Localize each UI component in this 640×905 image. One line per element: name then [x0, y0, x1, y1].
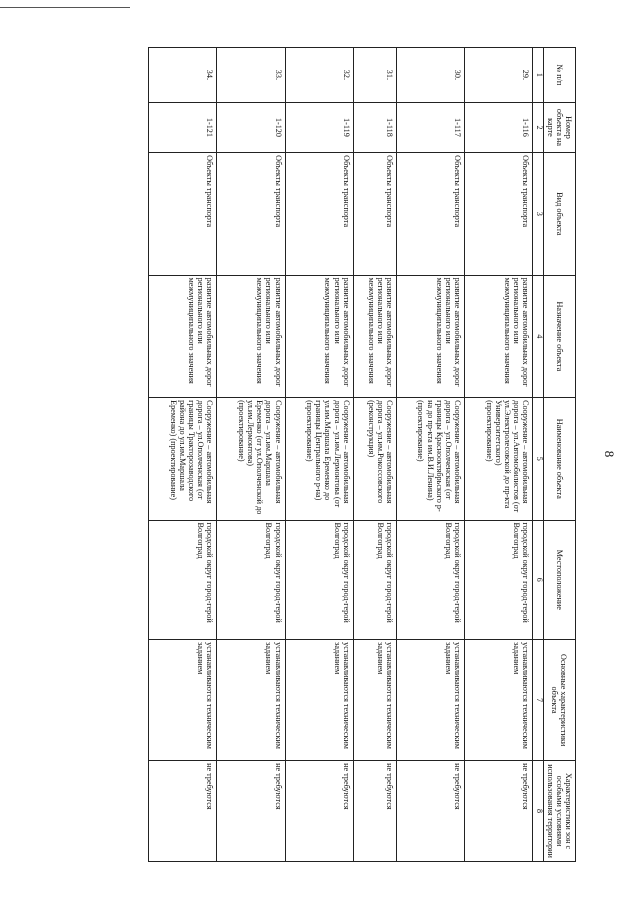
table-row [149, 48, 217, 862]
table-cell: 33. [217, 48, 285, 103]
column-header: Вид объекта [544, 153, 576, 275]
table-cell: не требуются [465, 761, 533, 862]
column-number: 5 [533, 398, 544, 520]
column-header: Наименование объекта [544, 398, 576, 520]
table-cell: развитие автомобильных дорог регионального или межмуниципального значения [353, 275, 396, 397]
table-cell: 29. [465, 48, 533, 103]
header-row [544, 48, 576, 862]
table-cell: городской округ город-герой Волгоград [149, 520, 217, 640]
rotated-page [148, 47, 576, 862]
column-number: 3 [533, 153, 544, 275]
table-cell: Объекты транспорта [396, 153, 464, 275]
table-row [353, 48, 396, 862]
column-number: 7 [533, 640, 544, 761]
column-number: 1 [533, 48, 544, 103]
table-cell: не требуются [396, 761, 464, 862]
table-cell: Сооружение – автомобильная дорога – ул.Ополченская (от границы Тракторозаводского района до ул.им.Маршала Еременко) (проектирование) [149, 398, 217, 520]
table-cell: 30. [396, 48, 464, 103]
table-cell: 1-120 [217, 102, 285, 152]
objects-table [148, 47, 576, 862]
column-header: Назначение объекта [544, 275, 576, 397]
column-header: Основные характеристики объекта [544, 640, 576, 761]
table-cell: не требуются [217, 761, 285, 862]
column-header: Номер объекта на карте [544, 102, 576, 152]
table-cell: 1-119 [285, 102, 353, 152]
table-cell: 1-118 [353, 102, 396, 152]
table-cell: развитие автомобильных дорог регионального или межмуниципального значения [217, 275, 285, 397]
column-header: № п/п [544, 48, 576, 103]
table-cell: устанавливаются техническим заданием [217, 640, 285, 761]
table-cell: не требуются [353, 761, 396, 862]
table-cell: городской округ город-герой Волгоград [353, 520, 396, 640]
column-number: 2 [533, 102, 544, 152]
table-cell: 32. [285, 48, 353, 103]
table-row [396, 48, 464, 862]
page-number: 8 [602, 450, 617, 458]
table-cell: устанавливаются техническим заданием [353, 640, 396, 761]
table-cell: Объекты транспорта [353, 153, 396, 275]
table-cell: развитие автомобильных дорог регионального или межмуниципального значения [396, 275, 464, 397]
table-cell: развитие автомобильных дорог регионального или межмуниципального значения [149, 275, 217, 397]
table-cell: 31. [353, 48, 396, 103]
table-row [285, 48, 353, 862]
table-cell: Сооружение – автомобильная дорога – ул.им.Рокоссовского (реконструкция) [353, 398, 396, 520]
table-cell: не требуются [285, 761, 353, 862]
column-number-row [533, 48, 544, 862]
column-number: 4 [533, 275, 544, 397]
table-cell: городской округ город-герой Волгоград [396, 520, 464, 640]
table-cell: Объекты транспорта [149, 153, 217, 275]
table-row [217, 48, 285, 862]
table-cell: Сооружение – автомобильная дорога – ул.им.Лермонтова (от ул.им.Маршала Еременко до границы Центрального р-на) (проектирование) [285, 398, 353, 520]
table-cell: Объекты транспорта [217, 153, 285, 275]
column-header: Местоположение [544, 520, 576, 640]
table-row [465, 48, 533, 862]
table-cell: 1-117 [396, 102, 464, 152]
table-cell: городской округ город-герой Волгоград [285, 520, 353, 640]
table-cell: Объекты транспорта [285, 153, 353, 275]
table-cell: 1-116 [465, 102, 533, 152]
table-cell: Сооружение – автомобильная дорога – ул.Автомобилистов (от ул.Электролесовской до пр-кта Университетского) (проектирование) [465, 398, 533, 520]
column-number: 6 [533, 520, 544, 640]
column-number: 8 [533, 761, 544, 862]
table-cell: не требуются [149, 761, 217, 862]
table-cell: 1-121 [149, 102, 217, 152]
column-header: Характеристики зон с особыми условиями использования территории [544, 761, 576, 862]
table-cell: Сооружение – автомобильная дорога – ул.Ополченская (от границы Краснооктябрьского р-на до пр-кта им.В.И.Ленина) (проектирование) [396, 398, 464, 520]
table-cell: устанавливаются техническим заданием [396, 640, 464, 761]
header-rule [0, 7, 130, 8]
table-cell: городской округ город-герой Волгоград [465, 520, 533, 640]
table-cell: развитие автомобильных дорог регионального или межмуниципального значения [465, 275, 533, 397]
table-cell: Объекты транспорта [465, 153, 533, 275]
table-cell: 34. [149, 48, 217, 103]
table-cell: городской округ город-герой Волгоград [217, 520, 285, 640]
table-cell: устанавливаются техническим заданием [285, 640, 353, 761]
table-cell: Сооружение – автомобильная дорога – ул.им.Маршала Еременко (от ул.Ополченской до ул.им.Лермонтова) (проектирование) [217, 398, 285, 520]
table-cell: устанавливаются техническим заданием [149, 640, 217, 761]
table-cell: устанавливаются техническим заданием [465, 640, 533, 761]
table-cell: развитие автомобильных дорог регионального или межмуниципального значения [285, 275, 353, 397]
